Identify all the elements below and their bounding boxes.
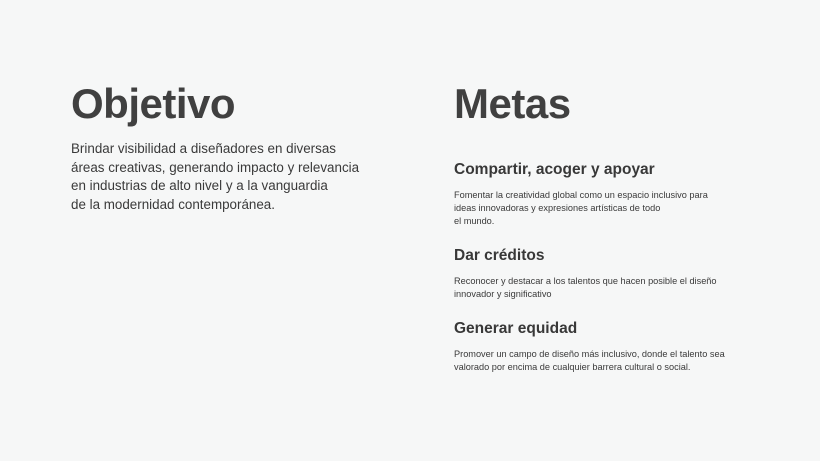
objective-heading: Objetivo	[71, 80, 236, 127]
goal-description-line: Reconocer y destacar a los talentos que hacen posible el diseño	[454, 276, 717, 286]
goal-item-share	[454, 160, 708, 228]
goal-description-line: innovador y significativo	[454, 289, 552, 299]
goal-description-line: ideas innovadoras y expresiones artísticas de todo	[454, 203, 661, 213]
objective-line: en industrias de alto nivel y a la vanguardia	[71, 178, 328, 193]
goal-description-line: valorado por encima de cualquier barrera cultural o social.	[454, 362, 691, 372]
goals-heading: Metas	[454, 80, 571, 127]
goal-description-line: el mundo.	[454, 216, 495, 226]
objective-line: Brindar visibilidad a diseñadores en diversas	[71, 141, 336, 156]
objective-section	[71, 80, 381, 214]
objective-line: áreas creativas, generando impacto y relevancia	[71, 159, 360, 175]
goal-description-line: Fomentar la creatividad global como un espacio inclusivo para	[454, 190, 708, 200]
goal-description	[454, 189, 708, 228]
goal-description	[454, 348, 725, 374]
goal-title: Dar créditos	[454, 247, 545, 264]
goal-description-line: Promover un campo de diseño más inclusivo, donde el talento sea	[454, 349, 725, 359]
goal-title: Generar equidad	[454, 320, 578, 337]
objective-line: de la modernidad contemporánea.	[71, 196, 275, 212]
objective-text	[71, 140, 381, 214]
goal-description	[454, 275, 717, 301]
goals-section	[454, 80, 774, 372]
goal-title: Compartir, acoger y apoyar	[454, 161, 655, 178]
goal-item-equity	[454, 319, 725, 374]
goal-item-credits	[454, 246, 717, 301]
